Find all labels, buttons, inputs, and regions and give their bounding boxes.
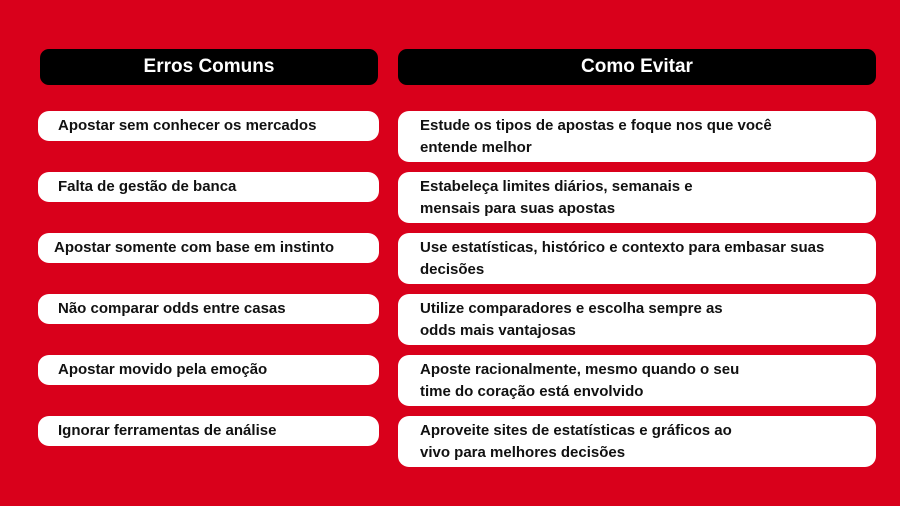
erro-item: Apostar movido pela emoção: [38, 355, 379, 385]
erro-item: Não comparar odds entre casas: [38, 294, 379, 324]
evitar-line-2: vivo para melhores decisões: [420, 444, 626, 461]
evitar-line-2: time do coração está envolvido: [420, 383, 644, 400]
evitar-line-2: odds mais vantajosas: [420, 322, 576, 339]
evitar-line-2: mensais para suas apostas: [420, 200, 616, 217]
evitar-line-1: Aproveite sites de estatísticas e gráficos ao: [420, 422, 732, 439]
evitar-line-1: Aposte racionalmente, mesmo quando o seu: [420, 361, 740, 378]
erro-item: Apostar sem conhecer os mercados: [38, 111, 379, 141]
header-como-evitar: Como Evitar: [398, 49, 876, 85]
evitar-line-1: Utilize comparadores e escolha sempre as: [420, 300, 723, 317]
evitar-item: [398, 416, 876, 467]
evitar-item: [398, 111, 876, 162]
evitar-item: [398, 355, 876, 406]
evitar-line-1: Estabeleça limites diários, semanais e: [420, 178, 693, 195]
erro-item: Falta de gestão de banca: [38, 172, 379, 202]
evitar-item: [398, 294, 876, 345]
header-erros-comuns: Erros Comuns: [40, 49, 378, 85]
evitar-item: [398, 233, 876, 284]
evitar-line-1: Estude os tipos de apostas e foque nos que você: [420, 117, 772, 134]
evitar-item: [398, 172, 876, 223]
erro-item: Ignorar ferramentas de análise: [38, 416, 379, 446]
evitar-line-1: Use estatísticas, histórico e contexto para embasar suas: [420, 239, 825, 256]
erro-item: Apostar somente com base em instinto: [38, 233, 379, 263]
evitar-line-2: decisões: [420, 261, 485, 278]
evitar-line-2: entende melhor: [420, 139, 532, 156]
